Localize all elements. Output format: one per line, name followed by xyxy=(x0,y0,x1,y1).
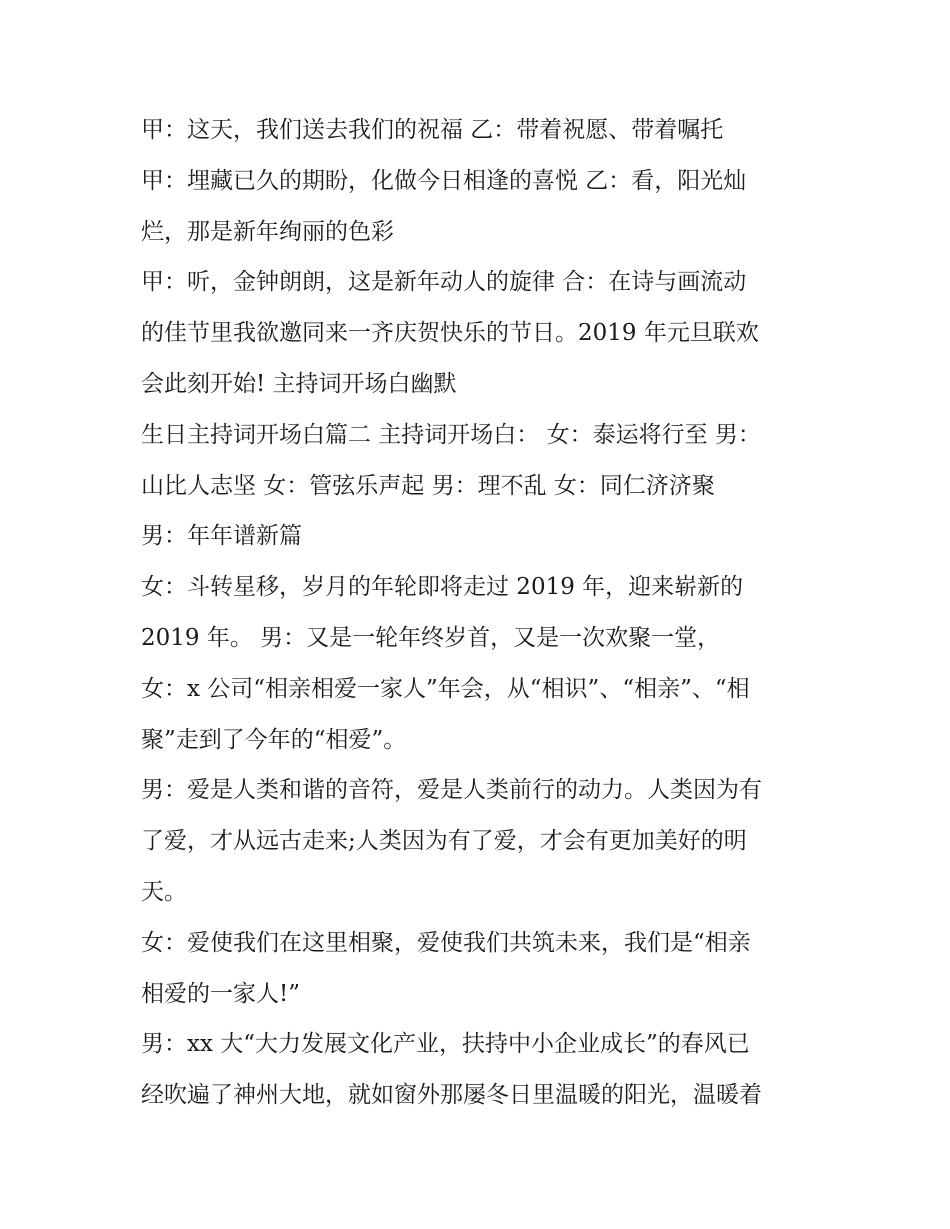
text-line: 聚”走到了今年的“相爱”。 xyxy=(141,726,407,753)
text-line: 天。 xyxy=(141,878,187,905)
text-line: 2019 年。 男：又是一轮年终岁首，又是一次欢聚一堂， xyxy=(141,624,721,651)
text-line: 女：斗转星移，岁月的年轮即将走过 2019 年，迎来崭新的 xyxy=(141,574,744,601)
text-line: 相爱的一家人!” xyxy=(141,980,301,1007)
text-line: 经吹遍了神州大地，就如窗外那屡冬日里温暖的阳光，温暖着 xyxy=(141,1082,762,1109)
text-line: 烂，那是新年绚丽的色彩 xyxy=(141,218,394,245)
text-line: 男：爱是人类和谐的音符，爱是人类前行的动力。人类因为有 xyxy=(141,777,762,804)
text-line: 会此刻开始! 主持词开场白幽默 xyxy=(141,370,457,397)
text-line: 女：爱使我们在这里相聚，爱使我们共筑未来，我们是“相亲 xyxy=(141,929,751,956)
text-line: 生日主持词开场白篇二 主持词开场白： 女：泰运将行至 男： xyxy=(141,421,761,448)
text-line: 甲：埋藏已久的期盼，化做今日相逢的喜悦 乙：看，阳光灿 xyxy=(141,167,747,194)
text-line: 女：x 公司“相亲相爱一家人”年会，从“相识”、“相亲”、“相 xyxy=(141,675,750,702)
text-line: 甲：这天，我们送去我们的祝福 乙：带着祝愿、带着嘱托 xyxy=(141,117,724,143)
text-line: 了爱，才从远古走来;人类因为有了爱，才会有更加美好的明 xyxy=(141,828,747,855)
text-line: 的佳节里我欲邀同来一齐庆贺快乐的节日。2019 年元旦联欢 xyxy=(141,320,759,347)
text-line: 甲：听，金钟朗朗，这是新年动人的旋律 合：在诗与画流动 xyxy=(141,269,747,296)
text-line: 山比人志坚 女：管弦乐声起 男：理不乱 女：同仁济济聚 xyxy=(141,472,715,499)
text-line: 男：xx 大“大力发展文化产业，扶持中小企业成长”的春风已 xyxy=(141,1031,750,1058)
text-line: 男：年年谱新篇 xyxy=(141,523,302,550)
document-body xyxy=(141,105,831,1121)
